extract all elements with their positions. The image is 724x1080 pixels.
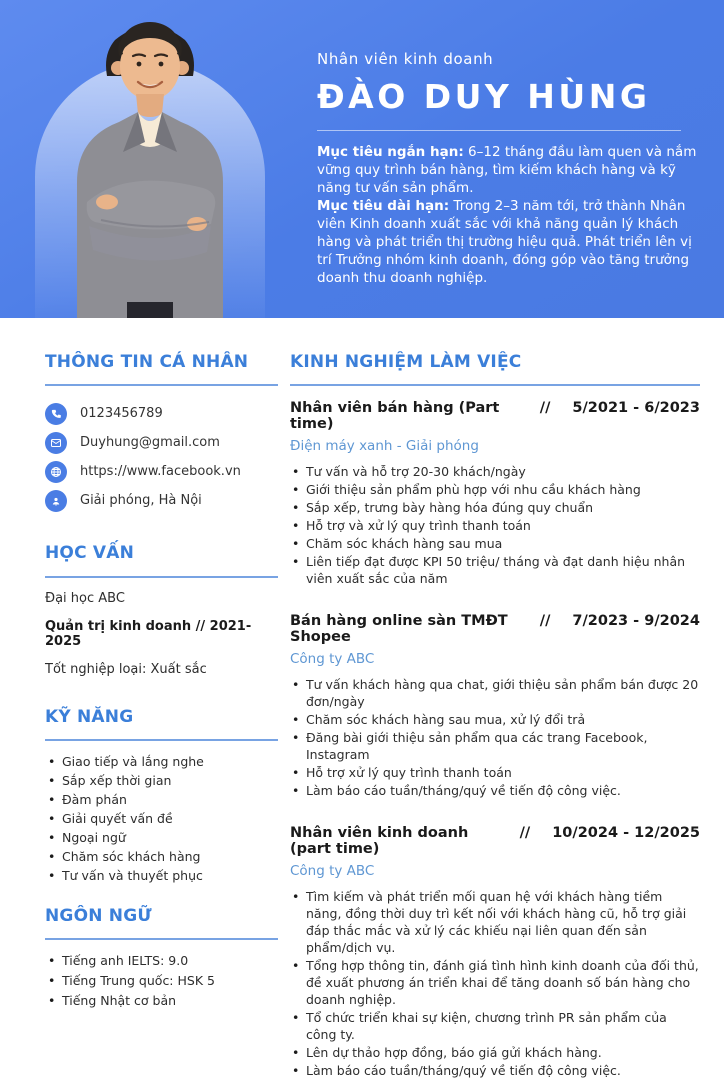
job-2-separator: // [539, 613, 551, 630]
job-3-company: Công ty ABC [290, 863, 375, 880]
education-school: Đại học ABC [45, 590, 125, 606]
job-3-separator: // [519, 825, 531, 842]
skill-item: • Giải quyết vấn đề [45, 810, 278, 827]
job-bullet: • Tổng hợp thông tin, đánh giá tình hình kinh doanh của đối thủ, đề xuất phương án triển khai để tăng doanh số bán hàng cho doanh nghiệp. [290, 957, 700, 1008]
job-role: Nhân viên kinh doanh [317, 50, 494, 68]
job-bullet: • Tổ chức triển khai sự kiện, chương trình PR sản phẩm của công ty. [290, 1009, 700, 1043]
objective-long-term-text: Trong 2–3 năm tới, trở thành Nhân viên Kinh doanh xuất sắc với khả năng quản lý khách hàng và phát triển thị trường hiệu quả. Phát triển lên vị trí Trưởng nhóm kinh doanh, đóng góp vào tăng trưởng doanh thu doanh nghiệp. [317, 197, 692, 286]
skill-item: • Tư vấn và thuyết phục [45, 867, 278, 884]
profile-photo [5, 6, 295, 318]
languages-list [45, 952, 278, 1010]
job-bullet: • Tư vấn khách hàng qua chat, giới thiệu sản phẩm bán được 20 đơn/ngày [290, 676, 700, 710]
job-1-bullets [290, 463, 700, 587]
skills-title: KỸ NĂNG [45, 707, 278, 741]
contact-row-website[interactable] [45, 457, 278, 486]
section-skills [45, 707, 278, 884]
job-1-dates: 5/2021 - 6/2023 [572, 400, 700, 417]
job-3-header [290, 825, 700, 857]
job-bullet: • Liên tiếp đạt được KPI 50 triệu/ tháng và đạt danh hiệu nhân viên xuất sắc của năm [290, 553, 700, 587]
job-2-bullets [290, 676, 700, 799]
phone-icon [45, 403, 67, 425]
job-bullet: • Tìm kiếm và phát triển mối quan hệ với khách hàng tiềm năng, đồng thời duy trì kết nối với khách hàng cũ, hỗ trợ giải đáp thắc mắc và xử lý các khiếu nại liên quan đến sản phẩm/dịch vụ. [290, 888, 700, 956]
contact-list [45, 399, 278, 515]
main-content [0, 318, 724, 1080]
personal-info-title: THÔNG TIN CÁ NHÂN [45, 352, 278, 386]
objective-long-term [317, 198, 703, 288]
contact-row-address [45, 486, 278, 515]
job-bullet: • Lên dự thảo hợp đồng, báo giá gửi khách hàng. [290, 1044, 700, 1061]
section-languages [45, 906, 278, 1010]
job-3-bullets [290, 888, 700, 1079]
job-bullet: • Tư vấn và hỗ trợ 20-30 khách/ngày [290, 463, 700, 480]
address-text: Giải phóng, Hà Nội [80, 493, 202, 509]
job-bullet: • Chăm sóc khách hàng sau mua [290, 535, 700, 552]
language-item: • Tiếng Trung quốc: HSK 5 [45, 972, 278, 990]
skill-item: • Đàm phán [45, 791, 278, 808]
job-bullet: • Chăm sóc khách hàng sau mua, xử lý đổi trả [290, 711, 700, 728]
language-item: • Tiếng anh IELTS: 9.0 [45, 952, 278, 970]
objective-short-term-label: Mục tiêu ngắn hạn: [317, 144, 464, 160]
experience-column [278, 352, 700, 1080]
job-bullet: • Làm báo cáo tuần/tháng/quý về tiến độ công việc. [290, 1062, 700, 1079]
skill-item: • Giao tiếp và lắng nghe [45, 753, 278, 770]
job-bullet: • Hỗ trợ và xử lý quy trình thanh toán [290, 517, 700, 534]
job-entry-2 [290, 613, 700, 799]
languages-title: NGÔN NGỮ [45, 906, 278, 940]
skill-item: • Chăm sóc khách hàng [45, 848, 278, 865]
header-text-block [317, 50, 703, 288]
job-1-title: Nhân viên bán hàng (Part time) [290, 400, 500, 433]
section-personal-info [45, 352, 278, 515]
job-1-separator: // [539, 400, 551, 417]
education-grade: Tốt nghiệp loại: Xuất sắc [45, 661, 207, 677]
job-bullet: • Hỗ trợ xử lý quy trình thanh toán [290, 764, 700, 781]
job-bullet: • Giới thiệu sản phẩm phù hợp với nhu cầu khách hàng [290, 481, 700, 498]
phone-number: 0123456789 [80, 406, 163, 422]
skill-item: • Ngoại ngữ [45, 829, 278, 846]
objective-long-term-label: Mục tiêu dài hạn: [317, 197, 450, 214]
contact-row-email[interactable] [45, 428, 278, 457]
job-2-title: Bán hàng online sàn TMĐT Shopee [290, 613, 508, 646]
job-3-dates: 10/2024 - 12/2025 [552, 825, 700, 842]
location-icon [45, 490, 67, 512]
skill-item: • Sắp xếp thời gian [45, 772, 278, 789]
objective-short-term-text: 6–12 tháng đầu làm quen và nắm vững quy trình bán hàng, tìm kiếm khách hàng và kỹ năng tư vấn sản phẩm. [317, 144, 697, 196]
education-major: Quản trị kinh doanh // 2021-2025 [45, 618, 252, 649]
job-3-title: Nhân viên kinh doanh (part time) [290, 825, 469, 858]
job-entry-3 [290, 825, 700, 1079]
language-item: • Tiếng Nhật cơ bản [45, 992, 278, 1010]
header-banner [0, 0, 724, 318]
job-2-header [290, 613, 700, 645]
job-bullet: • Làm báo cáo tuần/tháng/quý về tiến độ công việc. [290, 782, 700, 799]
email-address[interactable]: Duyhung@gmail.com [80, 435, 220, 451]
mail-icon [45, 432, 67, 454]
sidebar [45, 352, 278, 1080]
job-bullet: • Đăng bài giới thiệu sản phẩm qua các trang Facebook, Instagram [290, 729, 700, 763]
job-2-dates: 7/2023 - 9/2024 [572, 613, 700, 630]
education-title: HỌC VẤN [45, 543, 278, 577]
candidate-name: ĐÀO DUY HÙNG [317, 77, 651, 116]
career-objectives [317, 144, 703, 288]
header-divider [317, 130, 681, 131]
job-entry-1 [290, 400, 700, 587]
experience-title: KINH NGHIỆM LÀM VIỆC [290, 352, 700, 386]
section-education [45, 543, 278, 676]
job-bullet: • Sắp xếp, trưng bày hàng hóa đúng quy chuẩn [290, 499, 700, 516]
job-1-header [290, 400, 700, 432]
job-1-company: Điện máy xanh - Giải phóng [290, 438, 479, 455]
objective-short-term [317, 144, 703, 198]
contact-row-phone [45, 399, 278, 428]
skills-list [45, 753, 278, 884]
website-url[interactable]: https://www.facebook.vn [80, 464, 241, 480]
job-2-company: Công ty ABC [290, 651, 375, 668]
globe-icon [45, 461, 67, 483]
